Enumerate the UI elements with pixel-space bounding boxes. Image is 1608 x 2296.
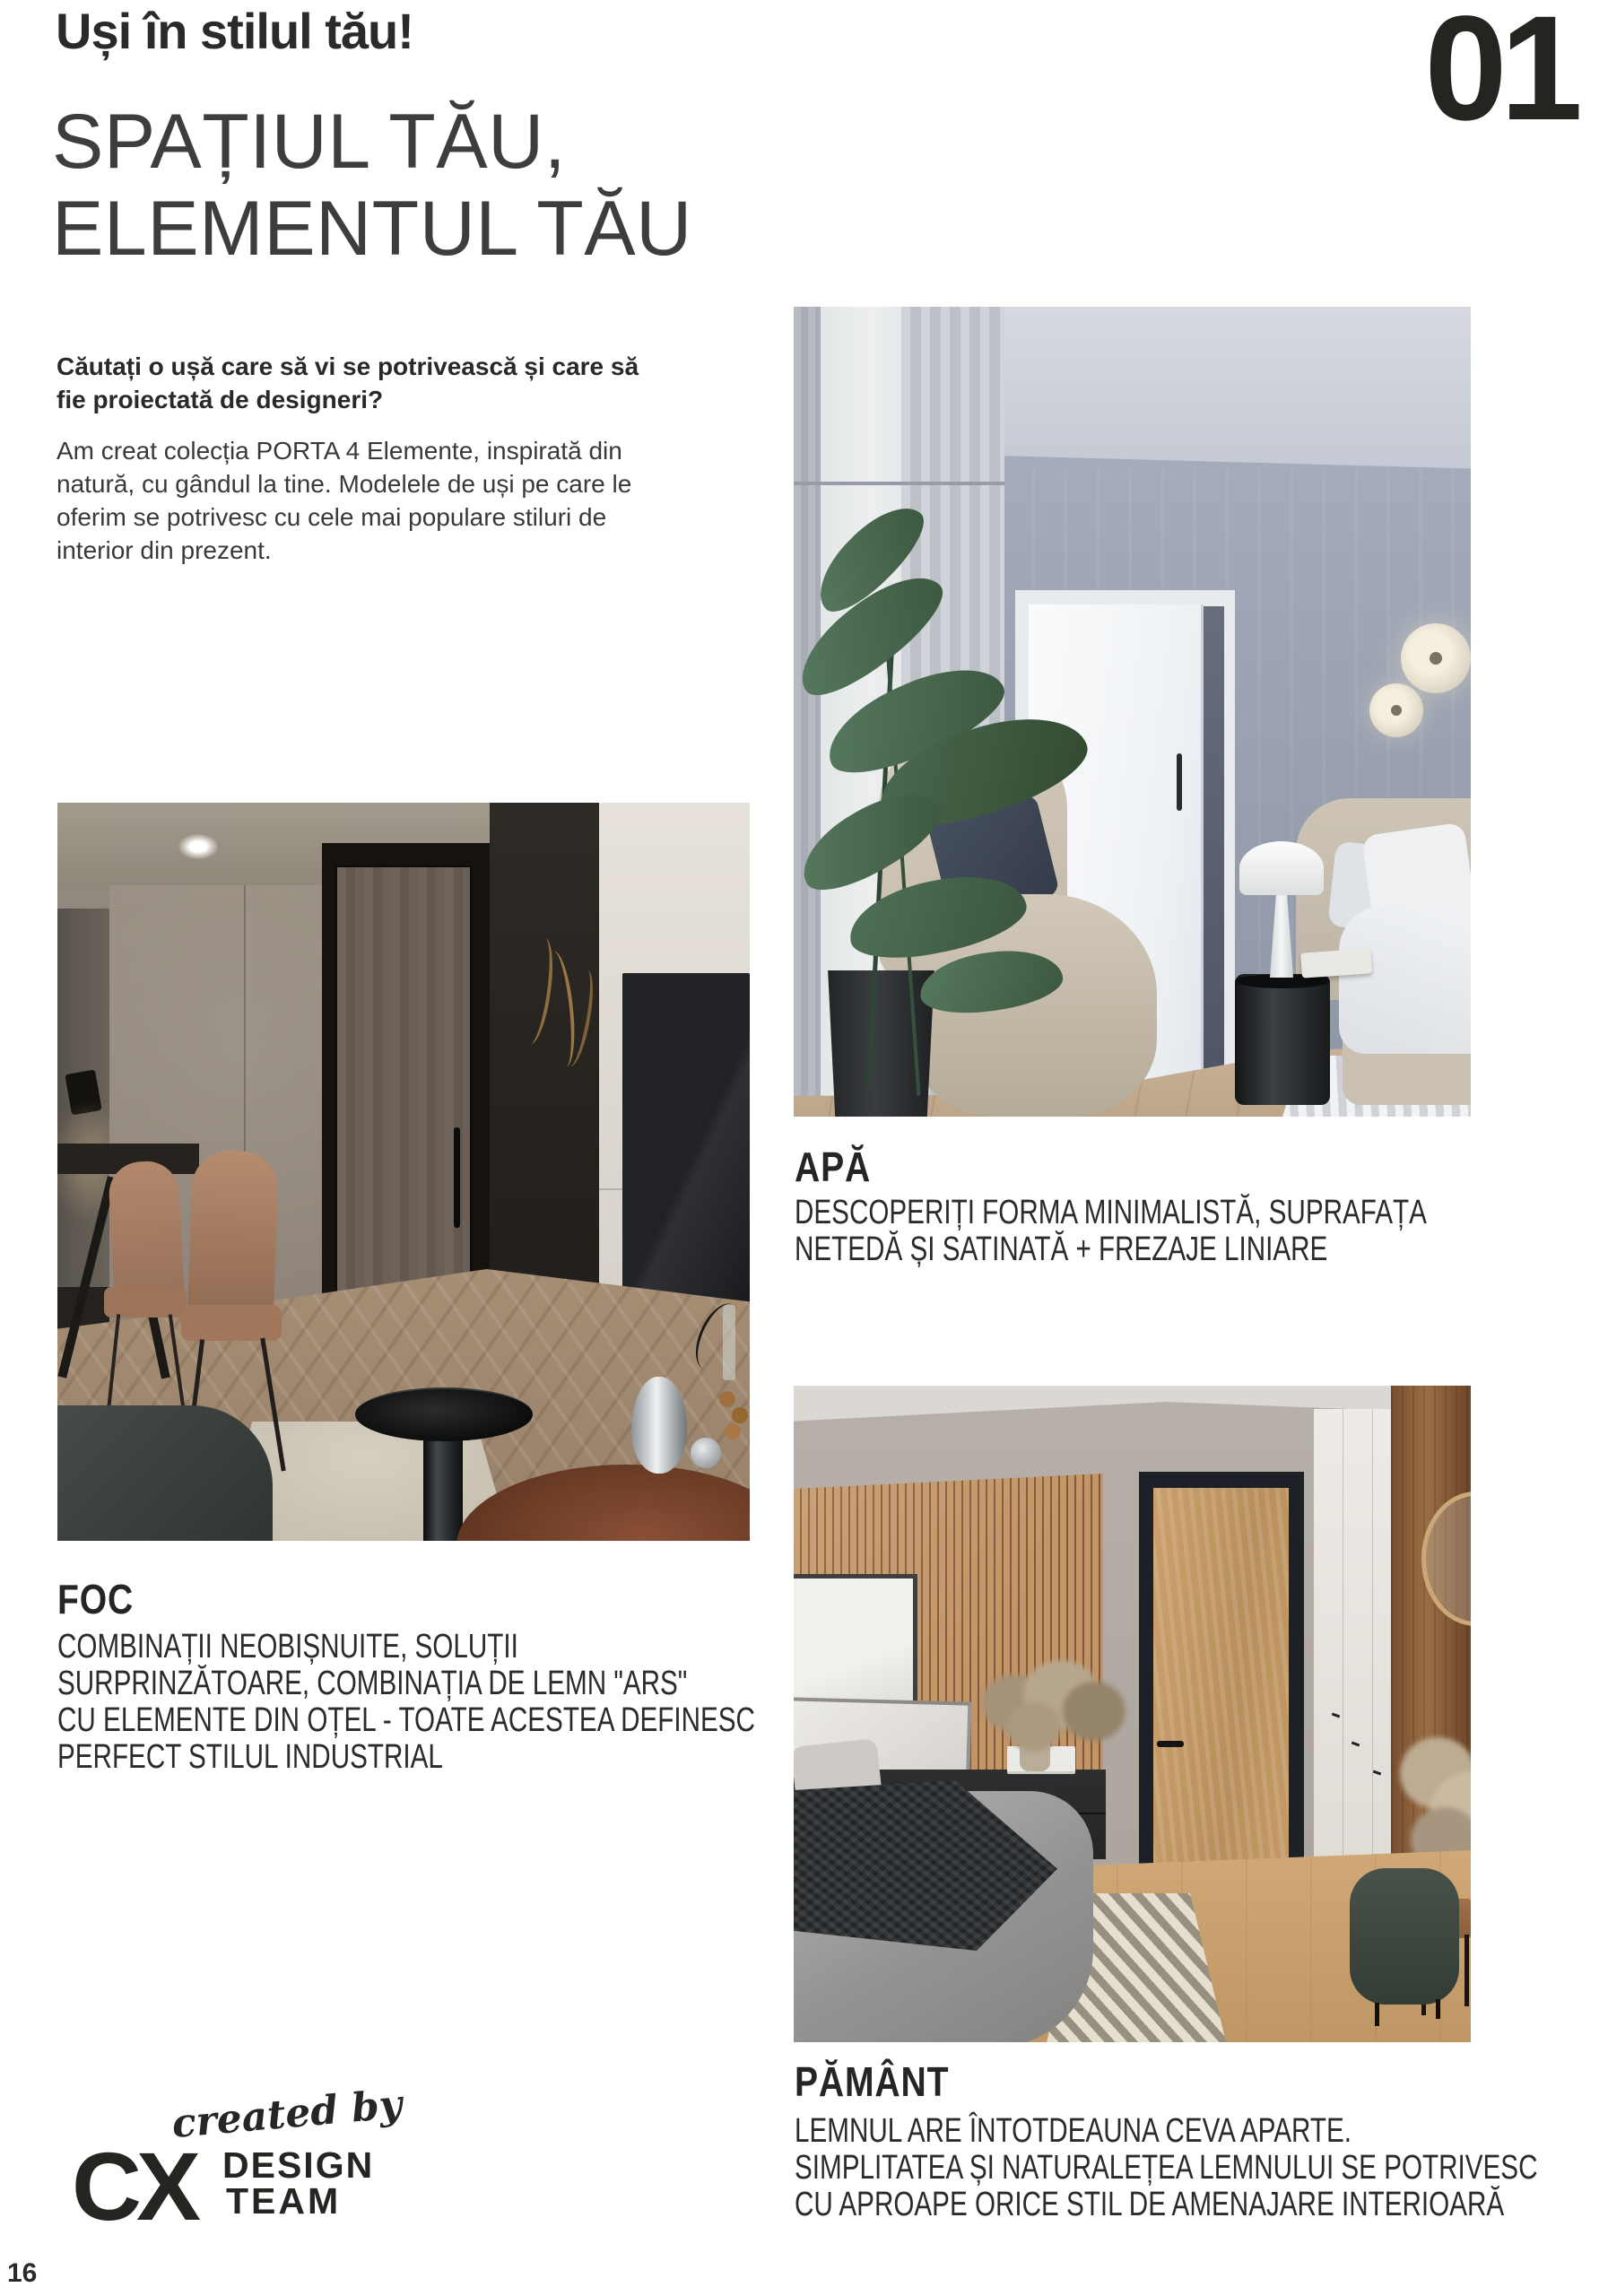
foc-tv [622,973,750,1303]
apa-curtain-rail [794,482,1004,485]
apa-sconce-small [1369,683,1423,737]
page-kicker: Uși în stilul tău! [56,3,413,59]
foc-door-handle [454,1127,460,1228]
pamant-pouf-leg-2 [1436,1999,1440,2019]
credit-team-text: TEAM [226,2180,342,2222]
section-apa-desc [795,1195,1427,1268]
pamant-desc-line1: LEMNUL ARE ÎNTOTDEAUNA CEVA APARTE. [795,2112,1352,2150]
foc-table-leg-1 [57,1176,116,1378]
photo-apa-bedroom [794,307,1471,1117]
pamant-frame-upper [794,1574,917,1718]
foc-chair-front-back [187,1149,280,1322]
page-number: 16 [7,2258,38,2288]
foc-fruit-2 [732,1407,748,1423]
apa-sconce-small-hub [1391,705,1402,716]
intro-paragraph [56,434,631,567]
pamant-desc-line2: SIMPLITATEA ȘI NATURALEȚEA LEMNULUI SE POTRIVESC [795,2149,1538,2187]
pamant-door-handle [1157,1741,1184,1747]
apa-duvet [1339,906,1471,1054]
foc-desc-line1: COMBINAȚII NEOBIȘNUITE, SOLUȚII [57,1628,518,1665]
chapter-number: 01 [1424,0,1576,152]
pamant-bouquet-4 [1007,1701,1061,1752]
intro-question-line1: Căutați o ușă care să vi se potrivească și care să [56,352,639,380]
foc-fruit-1 [719,1391,735,1407]
foc-fruit-3 [725,1423,741,1439]
foc-chair-rear-seat [104,1287,187,1318]
apa-ceiling [969,307,1471,479]
credit-script-text: created by [169,2081,404,2148]
foc-side-table-stem [423,1431,463,1541]
section-pamant-label: PĂMÂNT [795,2058,950,2105]
apa-sconce-large [1401,623,1471,693]
pamant-pouf [1350,1868,1459,2005]
foc-desc-line2: SURPRINZĂTOARE, COMBINAȚIA DE LEMN "ARS" [57,1665,688,1702]
pamant-wardrobe [1314,1409,1404,1879]
foc-chair-front-seat [181,1305,282,1341]
foc-silver-vase [631,1377,687,1474]
intro-line3: oferim se potrivesc cu cele mai populare stiluri de [56,503,607,531]
foc-desc-line3: CU ELEMENTE DIN OȚEL - TOATE ACESTEA DEFINESC [57,1701,755,1739]
apa-lamp-dome [1239,841,1324,895]
credit-cx-logo: CX [72,2132,196,2240]
foc-sofa-corner [57,1405,273,1541]
page-title [52,99,692,273]
pamant-desc-line3: CU APROAPE ORICE STIL DE AMENAJARE INTERIOARĂ [795,2186,1505,2223]
apa-desc-line1: DESCOPERIȚI FORMA MINIMALISTĂ, SUPRAFAȚA [795,1194,1427,1231]
foc-desc-line4: PERFECT STILUL INDUSTRIAL [57,1738,443,1776]
foc-silver-ball [691,1438,721,1468]
pamant-door-slab [1153,1488,1289,1877]
section-pamant-desc [795,2113,1537,2223]
intro-question [56,350,639,416]
credit-logo [72,2081,448,2240]
page-title-line1: SPAȚIUL TĂU, [52,99,567,185]
pamant-bouquet-3 [1063,1682,1126,1741]
intro-line4: interior din prezent. [56,536,272,564]
pamant-pouf-leg-1 [1375,2003,1379,2026]
apa-side-table [1235,974,1330,1105]
foc-chair-rear-back [108,1160,185,1307]
photo-pamant-bedroom [794,1386,1471,2042]
apa-desc-line2: NETEDĂ ȘI SATINATĂ + FREZAJE LINIARE [795,1231,1328,1268]
apa-door-handle [1177,753,1182,811]
photo-foc-interior [57,803,750,1541]
foc-spotlight-1 [178,834,218,859]
page-title-line2: ELEMENTUL TĂU [52,186,692,272]
pamant-vanity-leg-2 [1465,1935,1469,2006]
intro-question-line2: fie proiectată de designeri? [56,386,384,413]
apa-sconce-large-hub [1430,652,1442,665]
apa-tissue-box [1300,948,1372,978]
intro-line1: Am creat colecția PORTA 4 Elemente, inspirată din [56,437,622,465]
section-apa-label: APĂ [795,1144,872,1190]
intro-line2: natură, cu gândul la tine. Modelele de uși pe care le [56,470,632,498]
section-foc-desc [57,1629,755,1776]
foc-side-table-top [355,1387,533,1441]
credit-design-text: DESIGN [222,2144,375,2186]
pamant-door-frame [1139,1472,1304,1877]
apa-curtain-left [794,307,821,1117]
section-foc-label: FOC [57,1576,135,1622]
